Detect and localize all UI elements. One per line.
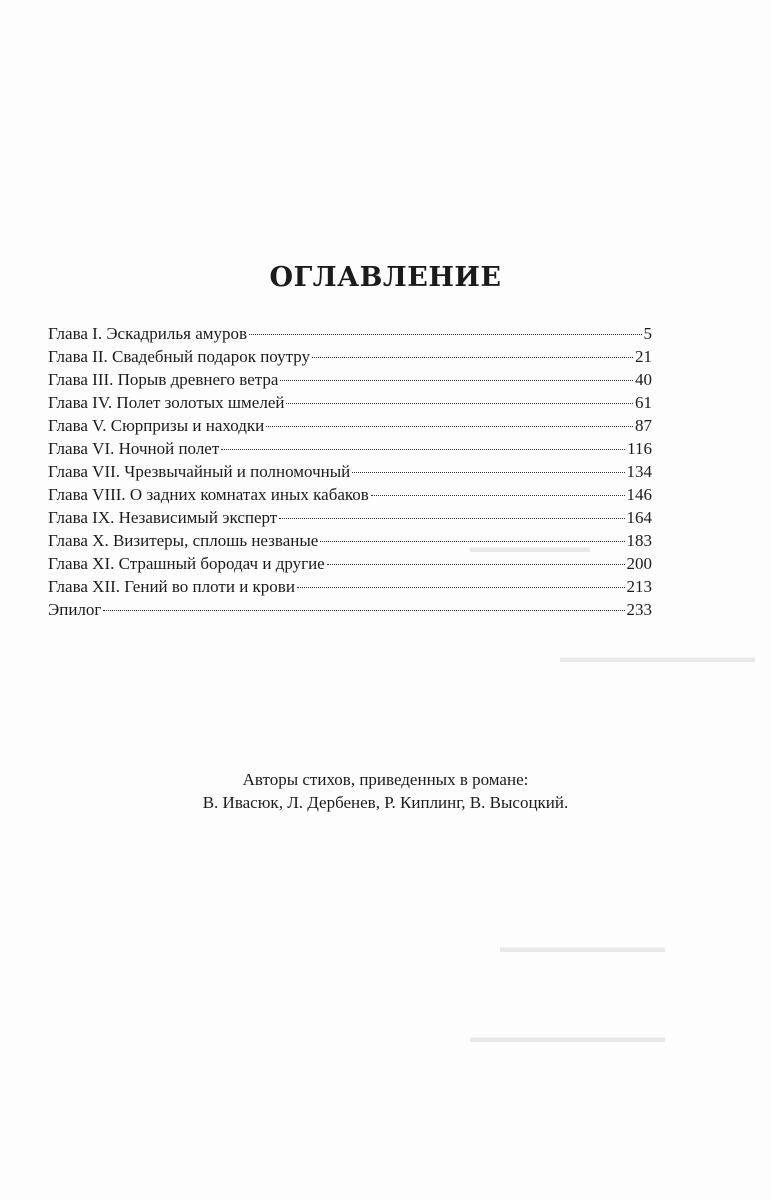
toc-entry-title: Глава X. Визитеры, сплошь незваные (48, 531, 319, 550)
toc-entry-title: Глава I. Эскадрилья амуров (48, 324, 248, 343)
toc-entry[interactable] (48, 598, 652, 621)
toc-entry[interactable] (48, 345, 652, 368)
toc-entry-page: 134 (626, 462, 652, 481)
toc-leader-dots (221, 449, 625, 450)
toc-leader-dots (249, 334, 641, 335)
toc-entry-title: Глава VI. Ночной полет (48, 439, 220, 458)
toc-entry[interactable] (48, 575, 652, 598)
toc-leader-dots (280, 380, 633, 381)
toc-leader-dots (312, 357, 633, 358)
toc-entry-page: 164 (626, 508, 652, 527)
toc-entry-title: Глава V. Сюрпризы и находки (48, 416, 265, 435)
table-of-contents (48, 322, 652, 621)
toc-leader-dots (297, 587, 625, 588)
toc-entry-page: 87 (635, 416, 652, 435)
toc-entry[interactable] (48, 322, 652, 345)
toc-entry-page: 61 (635, 393, 652, 412)
toc-leader-dots (286, 403, 633, 404)
toc-entry-page: 146 (626, 485, 652, 504)
toc-entry-title: Эпилог (48, 600, 102, 619)
toc-entry[interactable] (48, 460, 652, 483)
toc-entry[interactable] (48, 368, 652, 391)
toc-entry[interactable] (48, 506, 652, 529)
toc-entry-page: 40 (635, 370, 652, 389)
toc-entry-title: Глава VII. Чрезвычайный и полномочный (48, 462, 351, 481)
toc-leader-dots (352, 472, 624, 473)
toc-leader-dots (266, 426, 633, 427)
toc-entry[interactable] (48, 552, 652, 575)
bleed-through-text: ▬▬▬▬▬▬▬▬▬▬▬ (500, 940, 665, 956)
toc-entry[interactable] (48, 391, 652, 414)
bleed-through-text: ▬▬▬▬▬▬▬▬ (470, 540, 590, 556)
poem-authors-note (0, 768, 771, 814)
toc-entry-page: 233 (626, 600, 652, 619)
toc-entry-title: Глава II. Свадебный подарок поутру (48, 347, 311, 366)
toc-entry[interactable] (48, 529, 652, 552)
toc-entry[interactable] (48, 483, 652, 506)
authors-list: В. Ивасюк, Л. Дербенев, Р. Киплинг, В. Высоцкий. (202, 793, 569, 812)
toc-entry-page: 116 (627, 439, 652, 458)
toc-entry-title: Глава VIII. О задних комнатах иных кабаков (48, 485, 369, 504)
toc-entry-title: Глава XII. Гений во плоти и крови (48, 577, 295, 596)
toc-entry[interactable] (48, 437, 652, 460)
bleed-through-text: ▬▬▬▬▬▬▬▬▬▬▬▬▬ (470, 1030, 665, 1046)
toc-entry-title: Глава IV. Полет золотых шмелей (48, 393, 285, 412)
toc-leader-dots (371, 495, 625, 496)
toc-entry-page: 21 (635, 347, 652, 366)
toc-leader-dots (279, 518, 624, 519)
toc-leader-dots (320, 541, 624, 542)
toc-leader-dots (103, 610, 624, 611)
bleed-through-text: ▬▬▬▬▬▬▬▬▬▬▬▬▬ (560, 650, 755, 666)
toc-leader-dots (327, 564, 625, 565)
toc-entry-page: 213 (626, 577, 652, 596)
toc-entry-page: 5 (643, 324, 652, 343)
toc-entry-title: Глава III. Порыв древнего ветра (48, 370, 279, 389)
toc-entry-page: 183 (626, 531, 652, 550)
toc-entry-title: Глава XI. Страшный бородач и другие (48, 554, 325, 573)
page-title: ОГЛАВЛЕНИЕ (269, 262, 502, 293)
toc-entry[interactable] (48, 414, 652, 437)
toc-entry-page: 200 (626, 554, 652, 573)
toc-entry-title: Глава IX. Независимый эксперт (48, 508, 278, 527)
authors-heading: Авторы стихов, приведенных в романе: (242, 770, 529, 789)
